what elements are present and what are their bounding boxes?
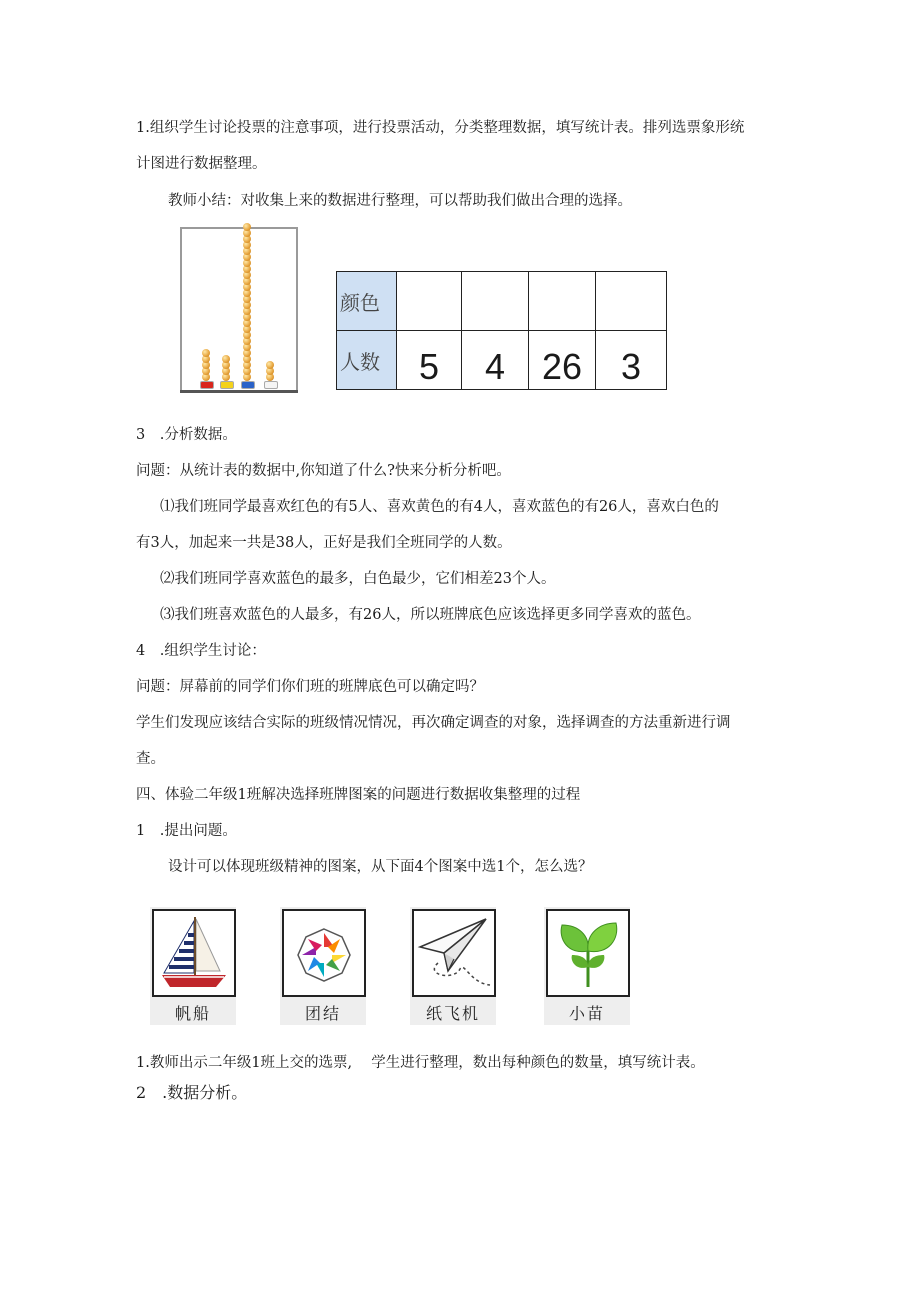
table-row-label-count: 人数: [337, 331, 397, 390]
answer-2: ⑵我们班同学喜欢蓝色的最多，白色最少，它们相差23个人。: [160, 571, 556, 587]
final-step2: 2 .数据分析。: [136, 1083, 248, 1102]
color-count-table: [336, 271, 667, 390]
bead-pictograph-base: [180, 390, 298, 393]
table-color-cell: [397, 272, 462, 331]
table-color-cell: [529, 272, 596, 331]
part4-heading: 四、体验二年级1班解决选择班牌图案的问题进行数据收集整理的过程: [136, 787, 581, 803]
section4-question: 问题：屏幕前的同学们你们班的班牌底色可以确定吗？: [136, 679, 484, 695]
final-step1: 1.教师出示二年级1班上交的选票, 学生进行整理，数出每种颜色的数量，填写统计表。: [136, 1055, 705, 1071]
table-color-cell: [462, 272, 529, 331]
bead: [243, 223, 251, 231]
table-color-cell: [596, 272, 667, 331]
part4-prompt: 设计可以体现班级精神的图案，从下面4个图案中选1个，怎么选？: [168, 859, 593, 875]
table-count-cell: 5: [397, 331, 462, 390]
pattern-label: 团结: [304, 1004, 341, 1023]
pattern-card-unity: [280, 907, 366, 1025]
answer-3: ⑶我们班喜欢蓝色的人最多，有26人，所以班牌底色应该选择更多同学喜欢的蓝色。: [160, 607, 701, 623]
pattern-options: [150, 907, 632, 1025]
pattern-label: 帆船: [174, 1004, 211, 1023]
pattern-label: 纸飞机: [425, 1004, 480, 1023]
bead-base-marker: [264, 381, 278, 389]
para-step1-line2: 计图进行数据整理。: [136, 156, 267, 172]
bead-pictograph: [180, 227, 298, 392]
table-count-cell: 26: [529, 331, 596, 390]
section3-heading: 3 .分析数据。: [136, 427, 237, 443]
pattern-card-paper-plane: [410, 907, 496, 1025]
answer-1-line1: ⑴我们班同学最喜欢红色的有5人、喜欢黄色的有4人，喜欢蓝色的有26人，喜欢白色的: [160, 499, 719, 515]
section4-heading: 4 .组织学生讨论：: [136, 643, 266, 659]
sailboat-icon: [154, 911, 234, 995]
section4-answer-line2: 查。: [136, 751, 165, 767]
bead-base-marker: [200, 381, 214, 389]
pattern-card-sprout: [544, 907, 630, 1025]
paper-plane-icon: [414, 911, 494, 995]
table-count-cell: 4: [462, 331, 529, 390]
bead: [202, 349, 210, 357]
pattern-card-sailboat: [150, 907, 236, 1025]
table-row-label-color: 颜色: [337, 272, 397, 331]
table-count-cell: 3: [596, 331, 667, 390]
section3-question: 问题：从统计表的数据中,你知道了什么?快来分析分析吧。: [136, 463, 511, 479]
bead: [266, 361, 274, 369]
teacher-summary: 教师小结：对收集上来的数据进行整理，可以帮助我们做出合理的选择。: [168, 193, 632, 209]
part4-step1: 1 .提出问题。: [136, 823, 237, 839]
para-step1-line1: 1.组织学生讨论投票的注意事项，进行投票活动，分类整理数据，填写统计表。排列选票象形统: [136, 120, 745, 136]
bead: [222, 355, 230, 363]
section4-answer-line1: 学生们发现应该结合实际的班级情况情况，再次确定调查的对象，选择调查的方法重新进行调: [136, 715, 731, 731]
bead-base-marker: [220, 381, 234, 389]
pattern-label: 小苗: [568, 1004, 605, 1023]
bead-base-marker: [241, 381, 255, 389]
sprout-icon: [548, 911, 628, 995]
answer-1-line2: 有3人，加起来一共是38人，正好是我们全班同学的人数。: [136, 535, 512, 551]
rainbow-ring-icon: [284, 911, 364, 995]
